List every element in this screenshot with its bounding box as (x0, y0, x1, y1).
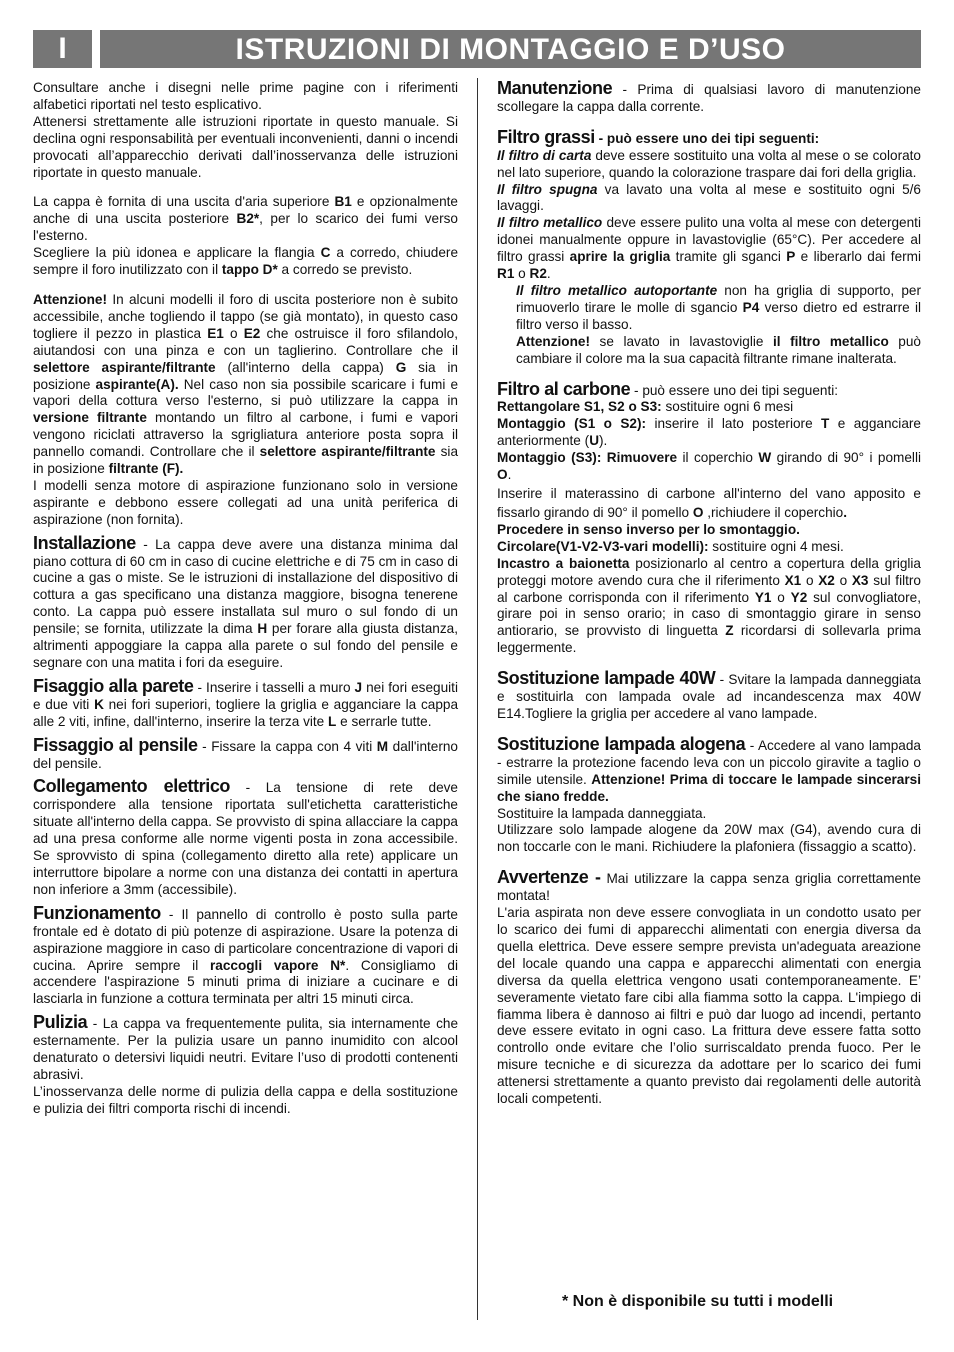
electrical-section: Collegamento elettrico - La tensione di rete deve corrispondere alla tensione riportata sull'etichetta caratteristiche situate all'interno della cappa. Se provvisto di spina allacciare la cappa ad una presa conforme alle norme vigenti posta in zona accessibile. Se sprovvisto di spina (collegamento diretto alla rete) applicare un interruttore bipolare a norme con una distanza dei contatti in apertura non inferiore a 3mm (accessibile). (33, 776, 458, 897)
halogen-replace-line: Sostituire la lampada danneggiata. (497, 805, 707, 821)
halogen-usage-paragraph: Utilizzare solo lampade alogene da 20W max (G4), avendo cura di non toccarle con le mani. Richiudere la plafoniera (fissaggio a scatto). (497, 822, 921, 855)
intro-paragraph: Consultare anche i disegni nelle prime pagine con i riferimenti alfabetici riportati nel testo esplicativo. (33, 80, 458, 112)
flange-paragraph: Scegliere la più idonea e applicare la flangia C a corredo, chiudere sempre il foro inutilizzato con il tappo D* a corredo se previsto. (33, 245, 458, 278)
carbon-filter-heading-line: Filtro al carbone - può essere uno dei tipi seguenti: (497, 378, 839, 399)
bayonet-paragraph: Incastro a baionetta posizionarlo al centro a copertura della griglia proteggi motore avendo cura che il riferimento X1 o X2 o X3 sul filtro al carbone corrisponda con il riferimento Y1 o Y2 sul convogliatore, girare poi in senso orario; in caso di smontaggio girare in senso antiorario, se provvisto di linguetta Z ricordarsi di sollevarla prima leggermente. (497, 555, 921, 656)
halogen-lamp-heading: Sostituzione lampada alogena (497, 733, 746, 754)
intro-paragraph-2: Attenersi strettamente alle istruzioni riportate in questo manuale. Si declina ogni responsabilità per eventuali inconvenienti, danni o incendi provocati all’apparecchio derivati dall’inosservanza delle istruzioni riportate in questo manuale. (33, 113, 458, 180)
wall-fixing-section: Fisaggio alla parete - Inserire i tasselli a muro J nei fori eseguiti e due viti K nei fori superiori, togliere la griglia e agganciare la cappa alle 2 viti, infine, dall'interno, inserire la terza vite L e serrarle tutte. (33, 675, 459, 729)
lamp-40w-heading: Sostituzione lampade 40W (497, 668, 716, 689)
metal-filter-paragraph: Il filtro metallico deve essere pulito una volta al mese con detergenti idonei manualmente oppure in lavastoviglie (65°C). Per accedere al filtro grassi aprire la griglia tramite gli sganci P e liberarlo dai fermi R1 o R2. (497, 215, 921, 282)
operation-section: Funzionamento - Il pannello di controllo è posto sulla parte frontale ed è dotato di più potenze di aspirazione. Usare la potenza di aspirazione maggiore in caso di particolare concentrazione di vapori di cucina. Aprire sempre il raccogli vapore N*. Consigliamo di accendere l'aspirazione 5 minuti prima di iniziare a cucinare e di lasciarla in funzione a cottura terminata per altri 15 minuti circa. (33, 902, 458, 1007)
circular-filter-line: Circolare(V1-V2-V3-vari modelli): sostituire ogni 4 mesi. (497, 538, 844, 554)
halogen-lamp-section: Sostituzione lampada alogena - Accedere al vano lampada - estrarre la protezione facendo leva con un piccolo giravite a taglio o simile utensile. Attenzione! Prima di toccare le lampade sincerarsi che siano fredde. (497, 733, 921, 804)
warnings-section: Avvertenze - Mai utilizzare la cappa senza griglia correttamente montata! (497, 867, 921, 904)
operation-heading: Funzionamento (33, 902, 161, 923)
warnings-heading: Avvertenze - (497, 867, 601, 888)
page-title: ISTRUZIONI DI MONTAGGIO E D’USO (100, 30, 921, 68)
lamp-40w-section: Sostituzione lampade 40W - Svitare la lampada danneggiata e sostituirla con lampada ovale ad incandescenza max 40W E14.Togliere la griglia per accedere al vano lampade. (497, 668, 921, 721)
insert-carbon-paragraph: Inserire il materassino di carbone all'interno del vano apposito e fissarlo girando di 90° il pomello O ,richiudere il coperchio. (497, 485, 921, 520)
grease-filter-heading: Filtro grassi (497, 126, 595, 147)
mounting-s1-s2-paragraph: Montaggio (S1 o S2): inserire il lato posteriore T e agganciare anteriormente (U). (497, 416, 921, 449)
language-badge: I (33, 30, 92, 68)
maintenance-heading: Manutenzione (497, 78, 613, 98)
paper-filter-paragraph: Il filtro di carta deve essere sostituito una volta al mese o se colorato nel lato superiore, quando la colorazione traspare dai fori della griglia. (497, 147, 921, 180)
outlet-paragraph: La cappa è fornita di una uscita d'aria superiore B1 e opzionalmente anche di una uscita posteriore B2*, per lo scarico dei fumi verso l'esterno. (33, 194, 458, 244)
self-supporting-filter-paragraph: Il filtro metallico autoportante non ha griglia di supporto, per rimuoverlo tirare le molle di sgancio P4 verso dietro ed estrarre il filtro verso il basso. (516, 282, 922, 332)
attention-paragraph: Attenzione! In alcuni modelli il foro di uscita posteriore non è subito accessibile, anche togliendo il tappo (se già montato), in questo caso togliere il pezzo in plastica E1 o E2 che ostruisce il foro sfilandolo, aiutandosi con una pinza e con un taglierino. Controllare che il selettore aspirante/filtrante (all'interno della cappa) G sia in posizione aspirante(A). Nel caso non sia possibile scaricare i fumi e vapori della cottura verso l'esterno, si può utilizzare la cappa in versione filtrante montando un filtro al carbone, i fumi e vapori vengono riciclati attraverso la sgrigliatura anteriore posta sopra il pannello comandi. Controllare che il selettore aspirante/filtrante sia in posizione filtrante (F). (33, 291, 459, 477)
mounting-s3-paragraph: Montaggio (S3): Rimuovere il coperchio W girando di 90° i pomelli O. (497, 450, 921, 483)
column-divider (477, 78, 478, 1320)
cleaning-warning: L’inosservanza delle norme di pulizia della cappa e della sostituzione e pulizia dei filtri comporta rischi di incendi. (33, 1083, 458, 1116)
grease-filter-heading-line: Filtro grassi - può essere uno dei tipi seguenti: (497, 126, 820, 147)
electrical-heading: Collegamento elettrico (33, 776, 231, 797)
carbon-filter-heading: Filtro al carbone (497, 378, 631, 399)
rectangular-filter-line: Rettangolare S1, S2 o S3: sostituire ogni 6 mesi (497, 399, 794, 415)
left-column (33, 80, 458, 1118)
footnote: * Non è disponibile su tutti i modelli (562, 1293, 834, 1310)
warnings-paragraph: L'aria aspirata non deve essere convogliata in un condotto usato per lo scarico dei fumi di apparecchi alimentati con energia diversa da quella elettrica. Deve essere sempre prevista un'adeguata areazione del locale quando una cappa e apparecchi alimentati con energia diversa da quella elettrica vengono usati contemporaneamente. E’ severamente vietato fare cibi alla fiamma sotto la cappa. L'impiego di fiamma libera è dannoso ai filtri e può dar luogo ad incendi, pertanto deve essere evitato in ogni caso. La frittura deve essere fatta sotto controllo onde evitare che l’olio surriscaldato prenda fuoco. Per le misure tecniche e di sicurezza da adottare per lo scarico dei fumi attenersi strettamente a quanto previsto dai regolamenti delle autorità locali competenti. (497, 905, 921, 1107)
cleaning-heading: Pulizia (33, 1012, 88, 1033)
installation-section: Installazione - La cappa deve avere una distanza minima dal piano cottura di 60 cm in caso di cucine elettriche e di 75 cm in caso di cucine a gas o miste. Se le istruzioni di installazione del dispositivo di cottura a gas specificano una distanza maggiore, bisogna tenerene conto. La cappa può essere installata sul muro o sul fondo di un pensile; se fornita, utilizzate la dima H per forare alla giusta distanza, altrimenti appoggiare la cappa alla parete o sul fondo del pensile e segnare con una matita i fori da eseguire. (33, 532, 458, 670)
right-column (497, 80, 921, 1108)
wall-fixing-heading: Fisaggio alla parete (33, 675, 194, 696)
no-motor-paragraph: I modelli senza motore di aspirazione funzionano solo in versione aspirante e debbono essere collegati ad una unità periferica di aspirazione (non fornita). (33, 477, 458, 527)
installation-heading: Installazione (33, 532, 136, 553)
cabinet-fixing-section: Fissaggio al pensile - Fissare la cappa con 4 viti M dall'interno del pensile. (33, 734, 458, 771)
cleaning-section: Pulizia - La cappa va frequentemente pulita, sia internamente che esternamente. Per la pulizia usare un panno inumidito con alcool denaturato o detersivi liquidi neutri. Evitare l’uso di prodotti contenenti abrasivi. (33, 1012, 458, 1082)
maintenance-section: Manutenzione - Prima di qualsiasi lavoro di manutenzione scollegare la cappa dalla corrente. (497, 78, 921, 114)
cabinet-fixing-heading: Fissaggio al pensile (33, 734, 198, 755)
sponge-filter-paragraph: Il filtro spugna va lavato una volta al mese e sostituito ogni 5/6 lavaggi. (497, 181, 921, 214)
disassembly-note: Procedere in senso inverso per lo smontaggio. (497, 521, 800, 537)
dishwasher-warning: Attenzione! se lavato in lavastoviglie il filtro metallico può cambiare il colore ma la sua capacità filtrante rimane inalterata. (516, 333, 921, 366)
